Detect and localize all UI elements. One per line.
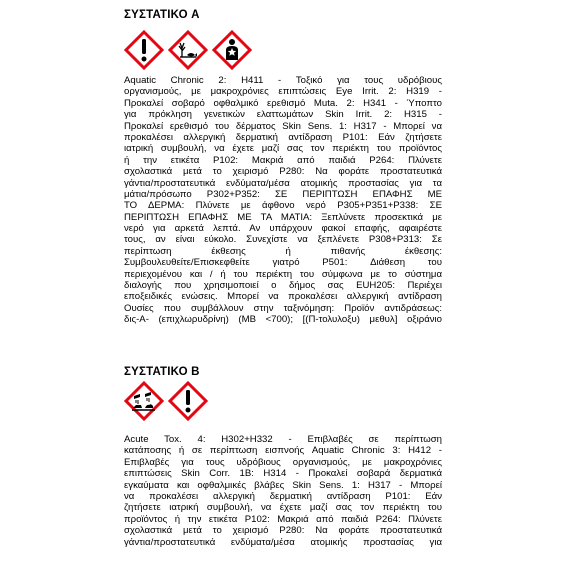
text-line: ιατρική συμβουλή, να έχετε μαζί σας τον περιέκτη του προϊόντος xyxy=(124,143,442,155)
text-line: δις-Α- (επιχλωρυδρίνη) (MB <700); [(Π-τολυλοξυ) μεθυλ] οξιράνιο xyxy=(124,314,442,326)
section-a-title: ΣΥΣΤΑΤΙΚΟ A xyxy=(124,9,200,21)
text-line: μάτια/πρόσωπο P302+P352: ΣΕ ΠΕΡΙΠΤΩΣΗ ΕΠΑΦΗΣ ΜΕ xyxy=(124,188,442,200)
text-line: να προκαλέσει αλλεργική δερματική αντίδραση P101: Εάν xyxy=(124,490,442,502)
text-line: Επιβλαβές για τους υδρόβιους οργανισμούς, με μακροχρόνιες xyxy=(124,456,442,468)
text-line: τους, αν είναι εύκολο. Συνεχίστε να ξεπλένετε P308+P313: Σε xyxy=(124,234,442,246)
text-line: επιπτώσεις Skin Corr. 1B: H314 - Προκαλεί σοβαρά δερματικά xyxy=(124,468,442,480)
section-a-pictograms xyxy=(124,30,252,70)
text-line: Προκαλεί σοβαρό οφθαλμικό ερεθισμό Muta. 2: H341 - Ύποπτο xyxy=(124,97,442,109)
ghs-exclamation-mark-icon xyxy=(168,381,208,421)
text-line: σχολαστικά μετά το χειρισμό P280: Να φοράτε προστατευτικά xyxy=(124,525,442,537)
text-line: ΠΕΡΙΠΤΩΣΗ ΕΠΑΦΗΣ ΜΕ ΤΑ ΜΑΤΙΑ: Ξεπλύνετε προσεκτικά με xyxy=(124,211,442,223)
text-line: προϊόντος ή την ετικέτα P102: Μακριά από παιδιά P264: Πλύνετε xyxy=(124,513,442,525)
section-b-pictograms xyxy=(124,381,208,421)
text-line: ή την ετικέτα P102: Μακριά από παιδιά P264: Πλύνετε xyxy=(124,154,442,166)
text-line: εγκαύματα και οφθαλμικές βλάβες Skin Sens. 1: H317 - Μπορεί xyxy=(124,479,442,491)
text-line: οργανισμούς, με μακροχρόνιες επιπτώσεις Eye Irrit. 2: H319 - xyxy=(124,86,442,98)
text-line: εποξειδικές ενώσεις. Μπορεί να προκαλέσει αλλεργική αντίδραση xyxy=(124,291,442,303)
ghs-health-hazard-icon xyxy=(212,30,252,70)
section-b-title: ΣΥΣΤΑΤΙΚΟ B xyxy=(124,366,200,378)
text-line: προκαλέσει αλλεργική δερματική αντίδραση P101: Εάν ζητήσετε xyxy=(124,131,442,143)
section-b-hazard-text xyxy=(124,434,442,548)
ghs-corrosion-icon xyxy=(124,381,164,421)
text-line: διαλογής που χρησιμοποιεί ο δήμος σας EUH205: Περιέχει xyxy=(124,280,442,292)
ghs-environment-icon xyxy=(168,30,208,70)
text-line: γάντια/προστατευτικά ενδύματα/μέσα ατομικής προστασίας για xyxy=(124,536,442,548)
text-line: για πρόκληση γενετικών ελαττωμάτων Skin Irrit. 2: H315 - xyxy=(124,109,442,121)
text-line: Προκαλεί ερεθισμό του δέρματος Skin Sens. 1: H317 - Μπορεί να xyxy=(124,120,442,132)
text-line: περίπτωση έκθεσης ή πιθανής έκθεσης: xyxy=(124,245,442,257)
text-line: Aquatic Chronic 2: H411 - Τοξικό για τους υδρόβιους xyxy=(124,75,442,86)
section-a-hazard-text xyxy=(124,75,442,326)
text-line: Συμβουλευθείτε/Επισκεφθείτε γιατρό P501: Διάθεση του xyxy=(124,257,442,269)
text-line: ΤΟ ΔΕΡΜΑ: Πλύνετε με άφθονο νερό P305+P351+P338: ΣΕ xyxy=(124,200,442,212)
text-line: γάντια/προστατευτικά ενδύματα/μέσα ατομικής προστασίας για τα xyxy=(124,177,442,189)
text-line: Acute Tox. 4: H302+H332 - Επιβλαβές σε περίπτωση xyxy=(124,434,442,445)
text-line: ζητήσετε ιατρική συμβουλή, να έχετε μαζί σας τον περιέκτη του xyxy=(124,502,442,514)
ghs-exclamation-mark-icon xyxy=(124,30,164,70)
text-line: κατάποσης ή σε περίπτωση εισπνοής Aquatic Chronic 3: H412 - xyxy=(124,445,442,457)
text-line: περιεχομένου και / ή του περιέκτη του σύμφωνα με το σύστημα xyxy=(124,268,442,280)
text-line: σχολαστικά μετά το χειρισμό P280: Να φοράτε προστατευτικά xyxy=(124,166,442,178)
text-line: Ουσίες που συμβάλλουν στην ταξινόμηση: Προϊόν αντιδράσεως: xyxy=(124,302,442,314)
text-line: νερό για αρκετά λεπτά. Αν υπάρχουν φακοί επαφής, αφαιρέστε xyxy=(124,223,442,235)
